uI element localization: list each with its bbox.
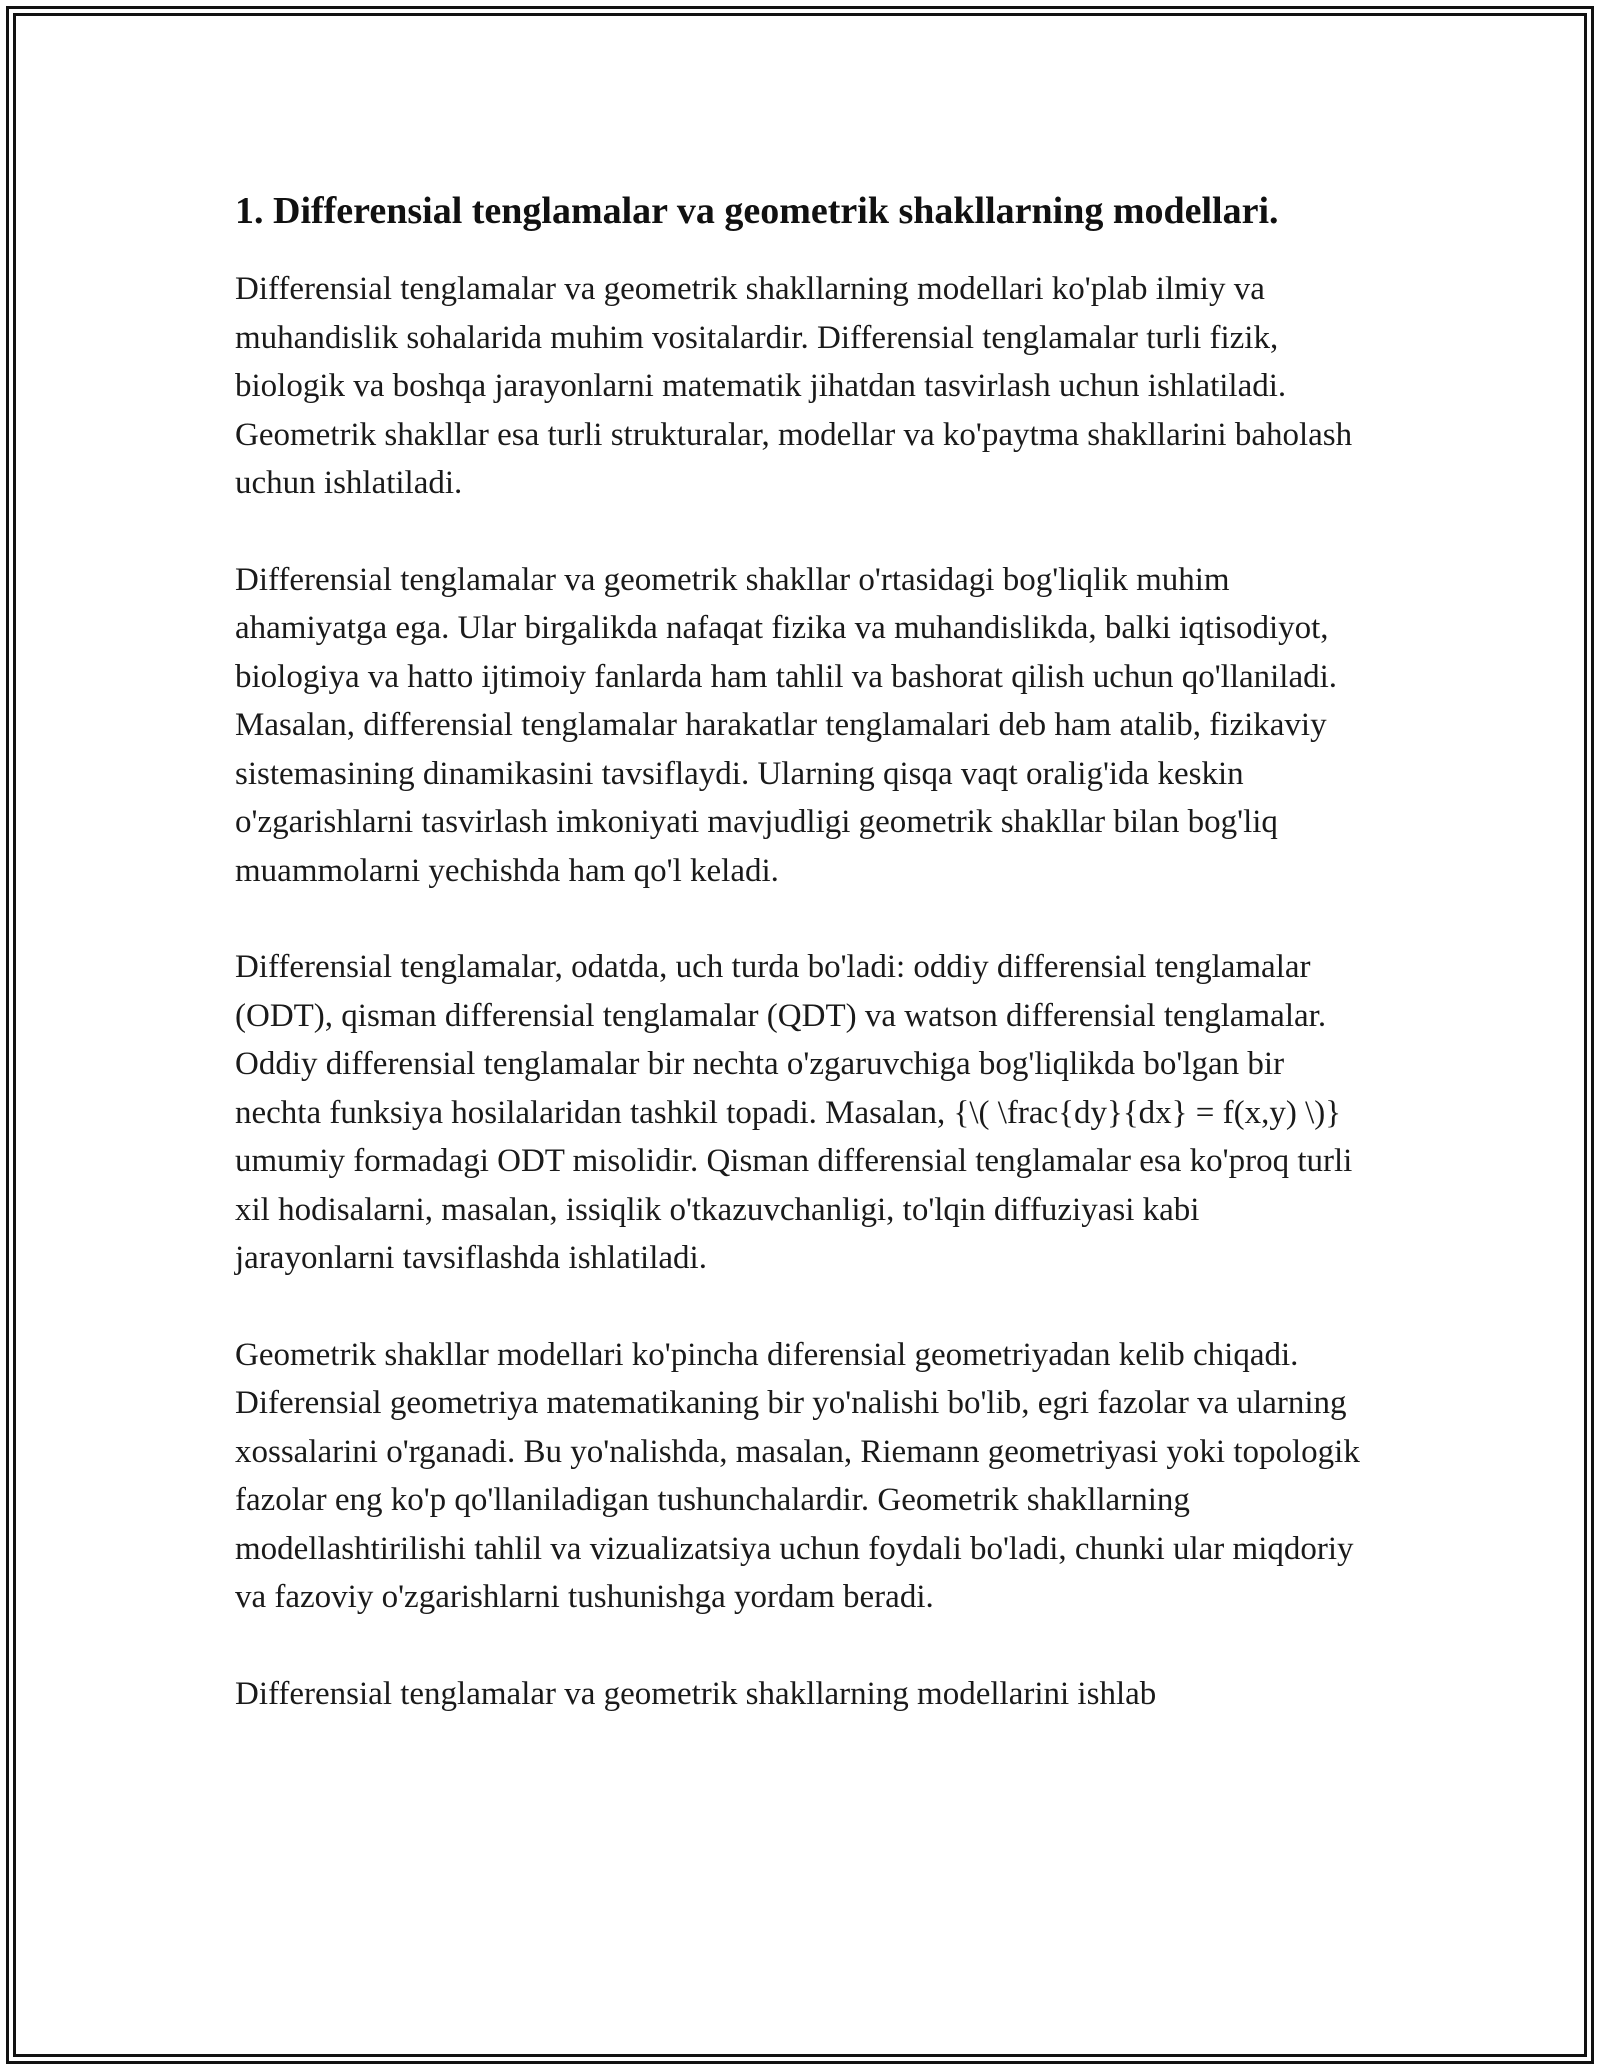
paragraph-continuation: Differensial tenglamalar va geometrik shakllarning modellarini ishlab xyxy=(235,1675,1157,1712)
section-heading: 1. Differensial tenglamalar va geometrik shakllarning modellari. xyxy=(235,190,1279,232)
document-body xyxy=(235,184,1365,1766)
paragraph-equation-types: Differensial tenglamalar, odatda, uch turda bo'ladi: oddiy differensial tenglamalar (ODT), qisman differensial tenglamalar (QDT) va watson differensial tenglamalar. Oddiy differensial tenglamalar bir nechta o'zgaruvchiga bog'liqlikda bo'lgan bir nechta funksiya hosilalaridan tashkil topadi. Masalan, {\( \frac{dy}{dx} = f(x,y) \)} umumiy formadagi ODT misolidir. Qisman differensial tenglamalar esa ko'proq turli xil hodisalarni, masalan, issiqlik o'tkazuvchanligi, to'lqin diffuziyasi kabi jarayonlarni tavsiflashda ishlatiladi. xyxy=(235,949,1353,1276)
paragraph-intro: Differensial tenglamalar va geometrik shakllarning modellari ko'plab ilmiy va muhandislik sohalarida muhim vositalardir. Differensial tenglamalar turli fizik, biologik va boshqa jarayonlarni matematik jihatdan tasvirlash uchun ishlatiladi. Geometrik shakllar esa turli strukturalar, modellar va ko'paytma shakllarini baholash uchun ishlatiladi. xyxy=(235,271,1353,501)
paragraph-geometry-models: Geometrik shakllar modellari ko'pincha diferensial geometriyadan kelib chiqadi. Diferensial geometriya matematikaning bir yo'nalishi bo'lib, egri fazolar va ularning xossalarini o'rganadi. Bu yo'nalishda, masalan, Riemann geometriyasi yoki topologik fazolar eng ko'p qo'llaniladigan tushunchalardir. Geometrik shakllarning modellashtirilishi tahlil va vizualizatsiya uchun foydali bo'ladi, chunki ular miqdoriy va fazoviy o'zgarishlarni tushunishga yordam beradi. xyxy=(235,1336,1360,1615)
paragraph-relationship: Differensial tenglamalar va geometrik shakllar o'rtasidagi bog'liqlik muhim ahamiyatga ega. Ular birgalikda nafaqat fizika va muhandislikda, balki iqtisodiyot, biologiya va hatto ijtimoiy fanlarda ham tahlil va bashorat qilish uchun qo'llaniladi. Masalan, differensial tenglamalar harakatlar tenglamalari deb ham atalib, fizikaviy sistemasining dinamikasini tavsiflaydi. Ularning qisqa vaqt oralig'ida keskin o'zgarishlarni tasvirlash imkoniyati mavjudligi geometrik shakllar bilan bog'liq muammolarni yechishda ham qo'l keladi. xyxy=(235,561,1338,889)
